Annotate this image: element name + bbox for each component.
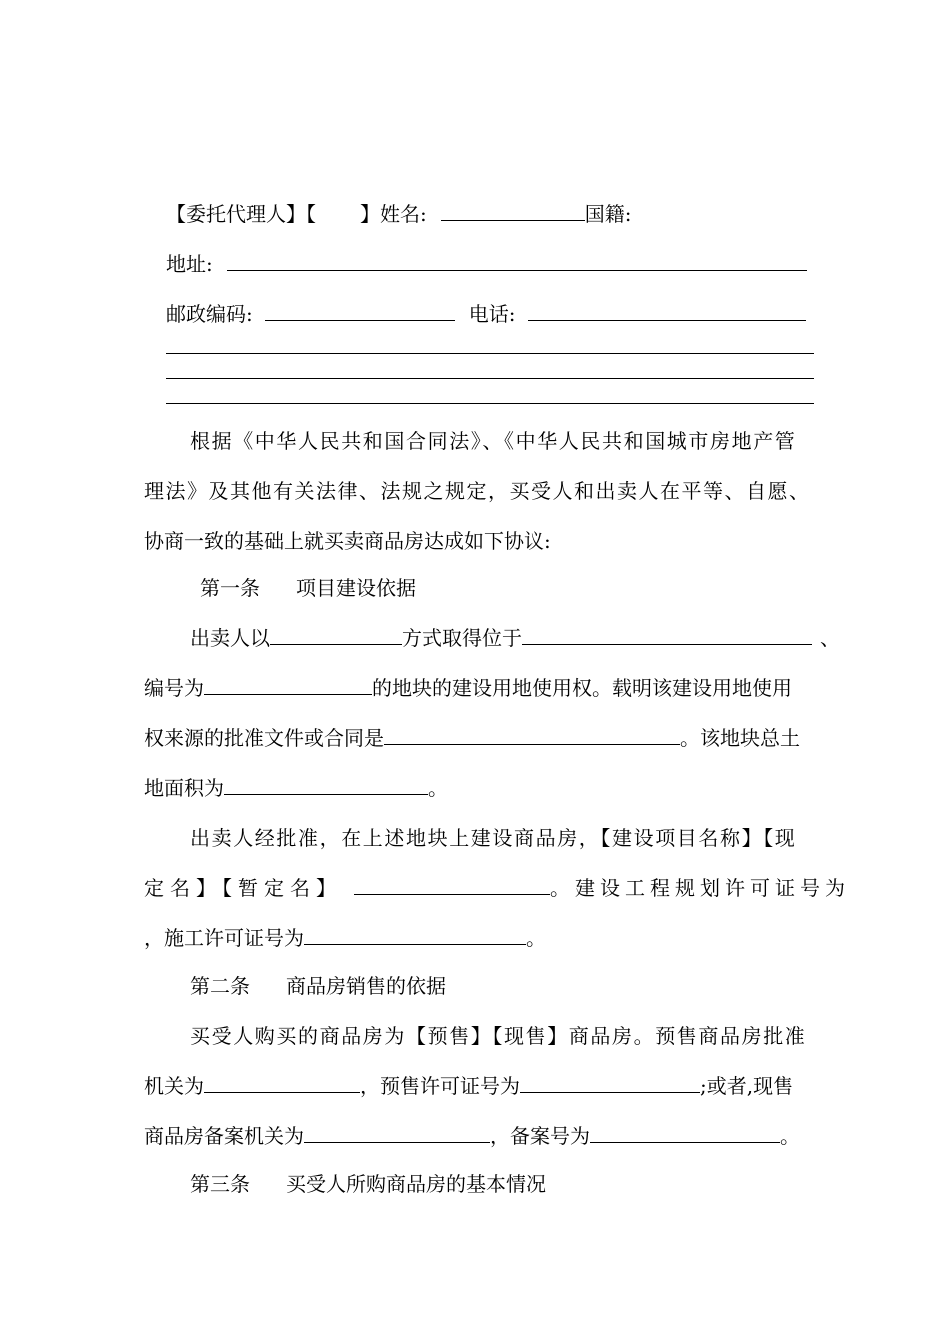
agent-phone-label: 电话: [468, 302, 516, 326]
art1-line [144, 772, 448, 801]
intro-line: 根据《中华人民共和国合同法》、《中华人民共和国城市房地产管 [190, 429, 797, 453]
approval-document-field[interactable] [384, 726, 680, 745]
text: ，备案号为 [490, 1124, 590, 1148]
presale-permit-field[interactable] [520, 1074, 700, 1093]
article-title: 商品房销售的依据 [286, 974, 446, 998]
project-name-field[interactable] [354, 876, 550, 895]
agent-name-field[interactable] [441, 202, 585, 221]
agent-phone-field[interactable] [528, 302, 806, 321]
text: 地面积为 [144, 776, 224, 800]
land-area-field[interactable] [224, 776, 428, 795]
acquisition-method-field[interactable] [270, 626, 402, 645]
agent-address-field[interactable] [227, 252, 807, 271]
text: 。建设工程规划许可证号为 [550, 876, 850, 900]
text: ，施工许可证号为 [144, 926, 304, 950]
text: 。 [428, 776, 448, 800]
text: 。 [526, 926, 546, 950]
text: 。 [780, 1124, 800, 1148]
location-field[interactable] [522, 626, 812, 645]
article-number: 第三条 [190, 1172, 250, 1196]
parcel-number-field[interactable] [204, 676, 372, 695]
art2-line [144, 1120, 800, 1149]
blank-rule[interactable] [166, 353, 814, 354]
intro-line: 协商一致的基础上就买卖商品房达成如下协议: [144, 529, 551, 553]
blank-rule[interactable] [166, 403, 814, 404]
text: ，预售许可证号为 [360, 1074, 520, 1098]
filing-authority-field[interactable] [304, 1124, 490, 1143]
agent-bracket-close: 】姓名: [360, 202, 427, 226]
intro-line: 理法》及其他有关法律、法规之规定，买受人和出卖人在平等、自愿、 [144, 479, 811, 503]
art1-line [144, 922, 546, 951]
text: ;或者,现售 [700, 1074, 794, 1098]
text: 机关为 [144, 1074, 204, 1098]
agent-postcode-field[interactable] [265, 302, 455, 321]
agent-nationality-label: 国籍: [584, 202, 632, 226]
art1-line [190, 622, 840, 651]
text: 定名】【暂定名】 [144, 876, 342, 900]
art1-line: 出卖人经批准，在上述地块上建设商品房，【建设项目名称】【现 [190, 826, 797, 850]
agent-name-line [166, 198, 632, 227]
agent-postcode-label: 邮政编码: [166, 302, 253, 326]
article-number: 第二条 [190, 974, 250, 998]
art2-line: 买受人购买的商品房为【预售】【现售】商品房。预售商品房批准 [190, 1024, 807, 1048]
art1-line [144, 722, 800, 751]
text: 的地块的建设用地使用权。载明该建设用地使用 [372, 676, 792, 700]
text: 方式取得位于 [402, 626, 522, 650]
article-3-heading [190, 1168, 546, 1197]
text: 。该地块总土 [680, 726, 800, 750]
agent-address-label: 地址: [166, 252, 213, 276]
article-title: 买受人所购商品房的基本情况 [286, 1172, 546, 1196]
text: 商品房备案机关为 [144, 1124, 304, 1148]
text: 编号为 [144, 676, 204, 700]
text: 、 [820, 626, 840, 650]
article-title: 项目建设依据 [296, 576, 416, 600]
agent-contact-line [166, 298, 806, 327]
art1-line [144, 872, 850, 901]
filing-number-field[interactable] [590, 1124, 780, 1143]
text: 权来源的批准文件或合同是 [144, 726, 384, 750]
article-1-heading [200, 572, 416, 601]
construction-permit-field[interactable] [304, 926, 526, 945]
agent-prefix: 【委托代理人】【 [166, 202, 316, 226]
text: 出卖人以 [190, 626, 270, 650]
art1-line [144, 672, 792, 701]
agent-address-line [166, 248, 807, 277]
art2-line [144, 1070, 793, 1099]
approval-authority-field[interactable] [204, 1074, 360, 1093]
article-number: 第一条 [200, 576, 260, 600]
blank-rule[interactable] [166, 378, 814, 379]
article-2-heading [190, 970, 446, 999]
